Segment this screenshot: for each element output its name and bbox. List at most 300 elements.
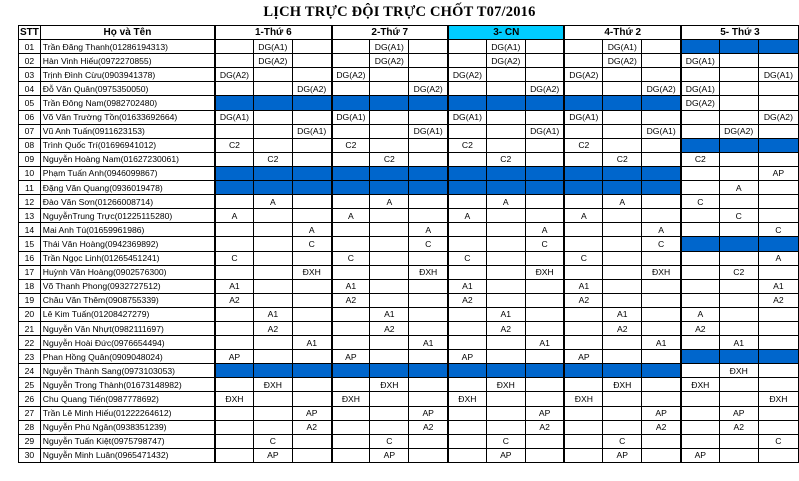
duty-cell <box>292 166 331 180</box>
duty-cell <box>215 40 253 54</box>
duty-cell <box>758 420 798 434</box>
table-row <box>19 378 799 392</box>
row-stt: 20 <box>19 307 41 321</box>
row-stt: 21 <box>19 321 41 335</box>
duty-cell <box>525 392 564 406</box>
row-name: Nguyễn Tuấn Kiệt(0975798747) <box>40 434 215 448</box>
duty-cell: DG(A1) <box>681 82 719 96</box>
row-name: Mai Anh Tú(01659961986) <box>40 223 215 237</box>
duty-cell: AP <box>409 406 448 420</box>
duty-cell <box>758 138 798 152</box>
duty-cell <box>215 364 253 378</box>
duty-cell <box>292 321 331 335</box>
row-name: Chu Quang Tiến(0987778692) <box>40 392 215 406</box>
duty-cell <box>525 293 564 307</box>
duty-cell <box>409 364 448 378</box>
duty-cell <box>758 195 798 209</box>
duty-cell <box>603 181 642 195</box>
duty-cell: A1 <box>332 279 370 293</box>
duty-cell <box>448 321 486 335</box>
duty-cell: AP <box>486 448 525 462</box>
header-day-1: 1-Thứ 6 <box>215 26 331 40</box>
row-name: Huỳnh Văn Hoàng(0902576300) <box>40 265 215 279</box>
duty-cell <box>681 336 719 350</box>
row-name: Đặng Văn Quang(0936019478) <box>40 181 215 195</box>
duty-cell <box>719 434 758 448</box>
duty-cell: A1 <box>564 279 602 293</box>
duty-cell <box>332 406 370 420</box>
table-row <box>19 68 799 82</box>
duty-cell: A1 <box>370 307 409 321</box>
row-stt: 04 <box>19 82 41 96</box>
duty-cell <box>370 350 409 364</box>
duty-cell: AP <box>642 406 681 420</box>
table-row <box>19 209 799 223</box>
duty-cell <box>292 448 331 462</box>
duty-cell: A1 <box>603 307 642 321</box>
duty-cell <box>253 138 292 152</box>
duty-cell: AP <box>758 166 798 180</box>
table-row <box>19 82 799 96</box>
row-stt: 05 <box>19 96 41 110</box>
duty-cell <box>719 96 758 110</box>
duty-cell <box>564 152 602 166</box>
duty-cell <box>486 293 525 307</box>
duty-cell <box>332 54 370 68</box>
duty-cell: A1 <box>215 279 253 293</box>
table-row <box>19 124 799 138</box>
duty-cell: DG(A1) <box>409 124 448 138</box>
duty-cell <box>292 110 331 124</box>
duty-cell <box>409 68 448 82</box>
duty-cell <box>564 336 602 350</box>
duty-cell <box>370 237 409 251</box>
duty-cell: A2 <box>253 321 292 335</box>
table-row <box>19 448 799 462</box>
duty-cell: ĐXH <box>448 392 486 406</box>
duty-cell <box>758 40 798 54</box>
duty-cell: DG(A2) <box>486 54 525 68</box>
table-row <box>19 152 799 166</box>
duty-cell <box>758 406 798 420</box>
duty-cell <box>332 181 370 195</box>
duty-cell: C <box>564 251 602 265</box>
duty-cell <box>719 54 758 68</box>
duty-cell <box>215 96 253 110</box>
duty-cell: ĐXH <box>564 392 602 406</box>
page-title: LỊCH TRỰC ĐỘI TRỰC CHỐT T07/2016 <box>263 4 536 20</box>
duty-cell <box>332 166 370 180</box>
duty-cell <box>448 124 486 138</box>
duty-cell: DG(A1) <box>215 110 253 124</box>
duty-cell: C <box>253 434 292 448</box>
row-name: Trịnh Đình Cừu(0903941378) <box>40 68 215 82</box>
duty-cell <box>758 54 798 68</box>
duty-cell <box>486 279 525 293</box>
duty-cell <box>448 336 486 350</box>
duty-cell <box>564 124 602 138</box>
duty-cell: C <box>758 434 798 448</box>
duty-cell <box>215 54 253 68</box>
duty-cell <box>719 350 758 364</box>
duty-cell <box>719 68 758 82</box>
duty-cell: A2 <box>758 293 798 307</box>
row-name: Phạm Tuấn Anh(0946099867) <box>40 166 215 180</box>
duty-cell: A <box>409 223 448 237</box>
row-stt: 19 <box>19 293 41 307</box>
duty-cell <box>253 392 292 406</box>
duty-cell <box>332 265 370 279</box>
table-row <box>19 265 799 279</box>
duty-cell: C2 <box>215 138 253 152</box>
row-name: Nguyễn Hoàng Nam(01627230061) <box>40 152 215 166</box>
duty-cell: DG(A1) <box>292 124 331 138</box>
duty-cell <box>292 68 331 82</box>
row-name: Trần Đông Nam(0982702480) <box>40 96 215 110</box>
duty-cell <box>525 110 564 124</box>
duty-cell <box>370 96 409 110</box>
duty-cell <box>253 336 292 350</box>
duty-cell <box>642 321 681 335</box>
duty-cell <box>525 68 564 82</box>
duty-cell <box>215 321 253 335</box>
duty-cell <box>292 392 331 406</box>
duty-cell: C2 <box>719 265 758 279</box>
duty-cell <box>681 406 719 420</box>
table-row <box>19 293 799 307</box>
duty-cell: C <box>370 434 409 448</box>
duty-cell <box>603 336 642 350</box>
duty-cell <box>525 321 564 335</box>
duty-cell <box>292 209 331 223</box>
duty-cell <box>642 448 681 462</box>
duty-cell <box>409 195 448 209</box>
duty-cell <box>292 293 331 307</box>
duty-cell <box>603 209 642 223</box>
duty-cell <box>758 237 798 251</box>
duty-cell <box>525 96 564 110</box>
duty-cell <box>564 420 602 434</box>
duty-cell <box>292 378 331 392</box>
duty-cell: DG(A2) <box>253 54 292 68</box>
duty-cell <box>603 406 642 420</box>
duty-cell <box>448 82 486 96</box>
duty-cell: AP <box>525 406 564 420</box>
row-stt: 01 <box>19 40 41 54</box>
duty-cell <box>332 434 370 448</box>
duty-cell <box>409 40 448 54</box>
duty-cell <box>681 251 719 265</box>
duty-cell <box>448 307 486 321</box>
duty-cell <box>332 448 370 462</box>
table-row <box>19 392 799 406</box>
duty-cell <box>758 448 798 462</box>
duty-cell <box>253 68 292 82</box>
duty-cell <box>603 420 642 434</box>
duty-cell <box>486 209 525 223</box>
duty-cell: DG(A2) <box>332 68 370 82</box>
duty-cell <box>564 321 602 335</box>
duty-cell: C <box>525 237 564 251</box>
table-row <box>19 54 799 68</box>
duty-cell: A2 <box>370 321 409 335</box>
duty-cell: C2 <box>253 152 292 166</box>
duty-cell <box>564 307 602 321</box>
duty-cell <box>409 378 448 392</box>
duty-cell <box>758 336 798 350</box>
duty-cell: C2 <box>332 138 370 152</box>
duty-cell <box>292 307 331 321</box>
duty-cell <box>603 392 642 406</box>
duty-cell <box>409 321 448 335</box>
duty-cell <box>253 209 292 223</box>
duty-cell <box>253 110 292 124</box>
duty-cell: A <box>603 195 642 209</box>
table-row <box>19 223 799 237</box>
duty-cell <box>448 406 486 420</box>
duty-cell <box>292 40 331 54</box>
duty-cell <box>448 448 486 462</box>
duty-cell: A2 <box>409 420 448 434</box>
table-row <box>19 251 799 265</box>
duty-cell <box>564 406 602 420</box>
duty-cell <box>642 364 681 378</box>
table-row <box>19 237 799 251</box>
duty-cell <box>564 364 602 378</box>
duty-cell <box>370 392 409 406</box>
row-stt: 03 <box>19 68 41 82</box>
duty-cell <box>253 166 292 180</box>
duty-cell <box>525 166 564 180</box>
duty-cell: C <box>719 209 758 223</box>
row-stt: 02 <box>19 54 41 68</box>
duty-cell <box>719 448 758 462</box>
row-name: Lê Kim Tuấn(01208427279) <box>40 307 215 321</box>
row-stt: 22 <box>19 336 41 350</box>
row-name: Trần Ngọc Linh(01265451241) <box>40 251 215 265</box>
duty-cell <box>642 181 681 195</box>
duty-cell <box>332 237 370 251</box>
duty-cell <box>719 392 758 406</box>
duty-cell <box>681 293 719 307</box>
duty-cell <box>642 307 681 321</box>
duty-cell <box>642 138 681 152</box>
duty-cell <box>215 82 253 96</box>
duty-cell <box>564 378 602 392</box>
duty-cell <box>719 237 758 251</box>
duty-cell <box>370 406 409 420</box>
duty-cell <box>448 364 486 378</box>
duty-cell <box>448 434 486 448</box>
duty-cell <box>253 251 292 265</box>
duty-cell <box>758 96 798 110</box>
duty-cell <box>253 350 292 364</box>
duty-cell <box>564 181 602 195</box>
duty-cell: ĐXH <box>292 265 331 279</box>
duty-cell <box>409 110 448 124</box>
duty-cell <box>370 251 409 265</box>
duty-cell: ĐXH <box>719 364 758 378</box>
duty-cell: A2 <box>681 321 719 335</box>
duty-cell <box>681 138 719 152</box>
duty-cell <box>448 420 486 434</box>
duty-cell <box>719 152 758 166</box>
duty-cell <box>525 181 564 195</box>
row-name: Thái Văn Hoàng(0942369892) <box>40 237 215 251</box>
duty-cell <box>215 434 253 448</box>
duty-cell: A1 <box>758 279 798 293</box>
duty-cell <box>564 237 602 251</box>
row-stt: 30 <box>19 448 41 462</box>
row-name: Đào Văn Sơn(01266008714) <box>40 195 215 209</box>
duty-cell <box>215 223 253 237</box>
duty-cell: AP <box>292 406 331 420</box>
duty-cell <box>292 152 331 166</box>
duty-cell <box>215 181 253 195</box>
duty-cell <box>332 124 370 138</box>
duty-cell <box>292 251 331 265</box>
table-row <box>19 420 799 434</box>
row-name: Võ Thanh Phong(0932727512) <box>40 279 215 293</box>
row-name: Phan Hồng Quân(0909048024) <box>40 350 215 364</box>
duty-cell <box>486 336 525 350</box>
duty-cell <box>332 152 370 166</box>
duty-cell <box>486 251 525 265</box>
duty-cell: A <box>215 209 253 223</box>
duty-cell: DG(A1) <box>564 110 602 124</box>
duty-cell <box>253 82 292 96</box>
row-stt: 14 <box>19 223 41 237</box>
duty-cell <box>642 434 681 448</box>
row-name: Trần Đăng Thanh(01286194313) <box>40 40 215 54</box>
duty-cell: ĐXH <box>486 378 525 392</box>
duty-cell <box>215 195 253 209</box>
header-stt: STT <box>19 26 41 40</box>
duty-cell <box>758 350 798 364</box>
duty-cell <box>253 223 292 237</box>
duty-cell: A1 <box>448 279 486 293</box>
duty-cell <box>525 434 564 448</box>
duty-cell <box>332 40 370 54</box>
duty-cell: ĐXH <box>409 265 448 279</box>
duty-cell <box>758 209 798 223</box>
duty-cell: ĐXH <box>525 265 564 279</box>
duty-cell: C2 <box>603 152 642 166</box>
duty-cell: C <box>758 223 798 237</box>
duty-cell: ĐXH <box>215 392 253 406</box>
duty-cell <box>332 96 370 110</box>
duty-cell <box>525 54 564 68</box>
duty-cell <box>642 195 681 209</box>
row-stt: 29 <box>19 434 41 448</box>
duty-cell: DG(A2) <box>564 68 602 82</box>
duty-cell: A2 <box>215 293 253 307</box>
table-row <box>19 336 799 350</box>
duty-cell <box>603 124 642 138</box>
table-row <box>19 40 799 54</box>
duty-cell <box>719 110 758 124</box>
duty-cell <box>332 223 370 237</box>
duty-cell <box>409 181 448 195</box>
duty-cell <box>681 364 719 378</box>
duty-cell <box>292 96 331 110</box>
duty-cell <box>642 40 681 54</box>
row-stt: 24 <box>19 364 41 378</box>
duty-cell: DG(A2) <box>409 82 448 96</box>
duty-cell: A <box>525 223 564 237</box>
duty-cell: C <box>642 237 681 251</box>
duty-cell <box>642 166 681 180</box>
duty-cell: DG(A1) <box>642 124 681 138</box>
duty-cell <box>215 237 253 251</box>
row-stt: 26 <box>19 392 41 406</box>
duty-cell: DG(A1) <box>370 40 409 54</box>
duty-cell <box>215 420 253 434</box>
duty-cell: DG(A1) <box>758 68 798 82</box>
duty-cell <box>253 279 292 293</box>
schedule-body <box>19 40 799 463</box>
duty-cell: AP <box>603 448 642 462</box>
duty-cell <box>215 307 253 321</box>
duty-cell <box>253 364 292 378</box>
duty-cell <box>564 166 602 180</box>
duty-cell <box>681 420 719 434</box>
duty-cell <box>448 166 486 180</box>
duty-cell: A <box>486 195 525 209</box>
duty-cell: A2 <box>719 420 758 434</box>
duty-cell <box>486 124 525 138</box>
duty-cell <box>292 54 331 68</box>
duty-cell <box>486 68 525 82</box>
duty-cell <box>486 166 525 180</box>
duty-cell <box>215 406 253 420</box>
duty-cell: ĐXH <box>253 378 292 392</box>
duty-cell: DG(A1) <box>332 110 370 124</box>
duty-cell <box>253 181 292 195</box>
row-name: Võ Văn Trường Tồn(01633692664) <box>40 110 215 124</box>
duty-cell <box>486 265 525 279</box>
duty-cell <box>370 265 409 279</box>
row-stt: 07 <box>19 124 41 138</box>
duty-cell <box>409 392 448 406</box>
duty-cell <box>525 448 564 462</box>
duty-cell <box>332 307 370 321</box>
duty-cell: C2 <box>564 138 602 152</box>
duty-cell: C2 <box>681 152 719 166</box>
duty-cell: C <box>292 237 331 251</box>
duty-cell <box>603 96 642 110</box>
duty-cell <box>719 251 758 265</box>
duty-cell: AP <box>448 350 486 364</box>
duty-cell <box>603 82 642 96</box>
duty-cell: A2 <box>332 293 370 307</box>
duty-cell <box>758 82 798 96</box>
duty-cell <box>525 364 564 378</box>
duty-cell <box>292 138 331 152</box>
duty-cell <box>525 152 564 166</box>
duty-cell <box>370 124 409 138</box>
duty-cell <box>564 54 602 68</box>
row-name: Châu Văn Thêm(0908755339) <box>40 293 215 307</box>
duty-cell <box>719 279 758 293</box>
duty-cell: C2 <box>448 138 486 152</box>
duty-cell <box>448 54 486 68</box>
row-name: Đỗ Văn Quân(0975350050) <box>40 82 215 96</box>
duty-cell <box>486 364 525 378</box>
duty-cell <box>642 96 681 110</box>
duty-cell <box>564 82 602 96</box>
duty-cell <box>719 166 758 180</box>
